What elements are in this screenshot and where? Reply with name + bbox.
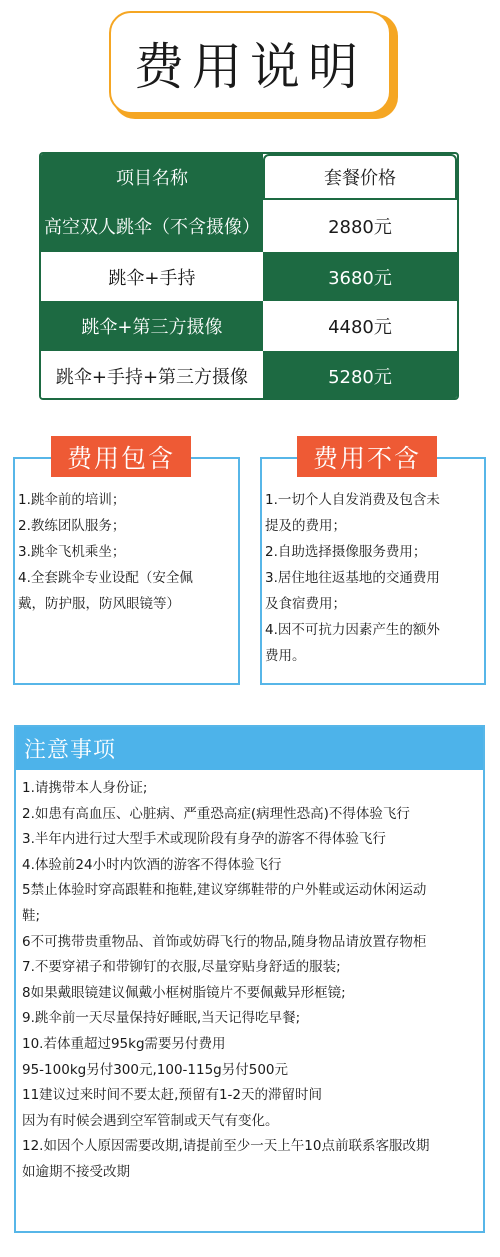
price-table-header: [41, 154, 457, 200]
list-item: 6不可携带贵重物品、首饰或妨碍飞行的物品,随身物品请放置存物柜: [22, 933, 427, 950]
list-item: 11建议过来时间不要太赶,预留有1-2天的滞留时间: [22, 1087, 323, 1104]
list-item: 3.跳伞飞机乘坐；: [18, 544, 126, 560]
title-card: [109, 11, 391, 114]
list-item: 12.如因个人原因需要改期,请提前至少一天上午10点前联系客服改期: [22, 1138, 430, 1155]
row-price: 4480元: [263, 301, 457, 351]
row-item: 跳伞+第三方摄像: [41, 301, 263, 351]
list-item: 9.跳伞前一天尽量保持好睡眠,当天记得吃早餐;: [22, 1010, 301, 1027]
list-item: 1.请携带本人身份证;: [22, 780, 148, 796]
list-item: 8如果戴眼镜建议佩戴小框树脂镜片不要佩戴异形框镜;: [22, 984, 346, 1001]
row-item: 跳伞+手持+第三方摄像: [41, 351, 263, 400]
list-item: 1.跳伞前的培训；: [18, 492, 126, 508]
list-item: 鞋;: [22, 907, 41, 924]
list-item: 提及的费用；: [265, 518, 346, 534]
price-table: [39, 152, 459, 400]
list-item: 95-100kg另付300元,100-115g另付500元: [22, 1061, 289, 1078]
row-price: 2880元: [263, 200, 457, 252]
included-tag: 费用包含: [51, 436, 191, 477]
list-item: 如逾期不接受改期: [22, 1163, 130, 1180]
table-row: [41, 351, 457, 400]
list-item: 2.自助选择摄像服务费用；: [265, 544, 427, 560]
list-item: 1.一切个人自发消费及包含未: [265, 492, 440, 508]
table-row: [41, 200, 457, 252]
list-item: 10.若体重超过95kg需要另付费用: [22, 1035, 226, 1052]
notes-section: [14, 725, 485, 1233]
list-item: 戴，防护服，防风眼镜等）: [18, 596, 180, 612]
header-item-name: 项目名称: [41, 154, 263, 200]
list-item: 4.体验前24小时内饮酒的游客不得体验飞行: [22, 856, 282, 873]
header-package-price: 套餐价格: [263, 154, 457, 200]
row-price: 3680元: [263, 252, 457, 301]
table-row: [41, 252, 457, 301]
table-row: [41, 301, 457, 351]
list-item: 3.居住地往返基地的交通费用: [265, 570, 440, 586]
row-price: 5280元: [263, 351, 457, 400]
list-item: 3.半年内进行过大型手术或现阶段有身孕的游客不得体验飞行: [22, 831, 386, 848]
list-item: 2.教练团队服务；: [18, 518, 126, 534]
excluded-list: [265, 487, 440, 669]
list-item: 及食宿费用；: [265, 596, 346, 612]
list-item: 费用。: [265, 648, 306, 664]
row-item: 高空双人跳伞（不含摄像）: [41, 200, 263, 252]
list-item: 4.因不可抗力因素产生的额外: [265, 622, 440, 638]
excluded-tag: 费用不含: [297, 436, 437, 477]
notes-list: [22, 776, 480, 1186]
notes-title: 注意事项: [16, 727, 483, 770]
list-item: 2.如患有高血压、心脏病、严重恐高症(病理性恐高)不得体验飞行: [22, 805, 410, 822]
row-item: 跳伞+手持: [41, 252, 263, 301]
included-list: [18, 487, 193, 617]
list-item: 7.不要穿裙子和带铆钉的衣服,尽量穿贴身舒适的服装;: [22, 959, 341, 976]
list-item: 因为有时候会遇到空军管制或天气有变化。: [22, 1112, 279, 1129]
list-item: 5禁止体验时穿高跟鞋和拖鞋,建议穿绑鞋带的户外鞋或运动休闲运动: [22, 882, 427, 899]
list-item: 4.全套跳伞专业设配（安全佩: [18, 570, 193, 586]
page-title: 费用说明: [134, 37, 366, 96]
